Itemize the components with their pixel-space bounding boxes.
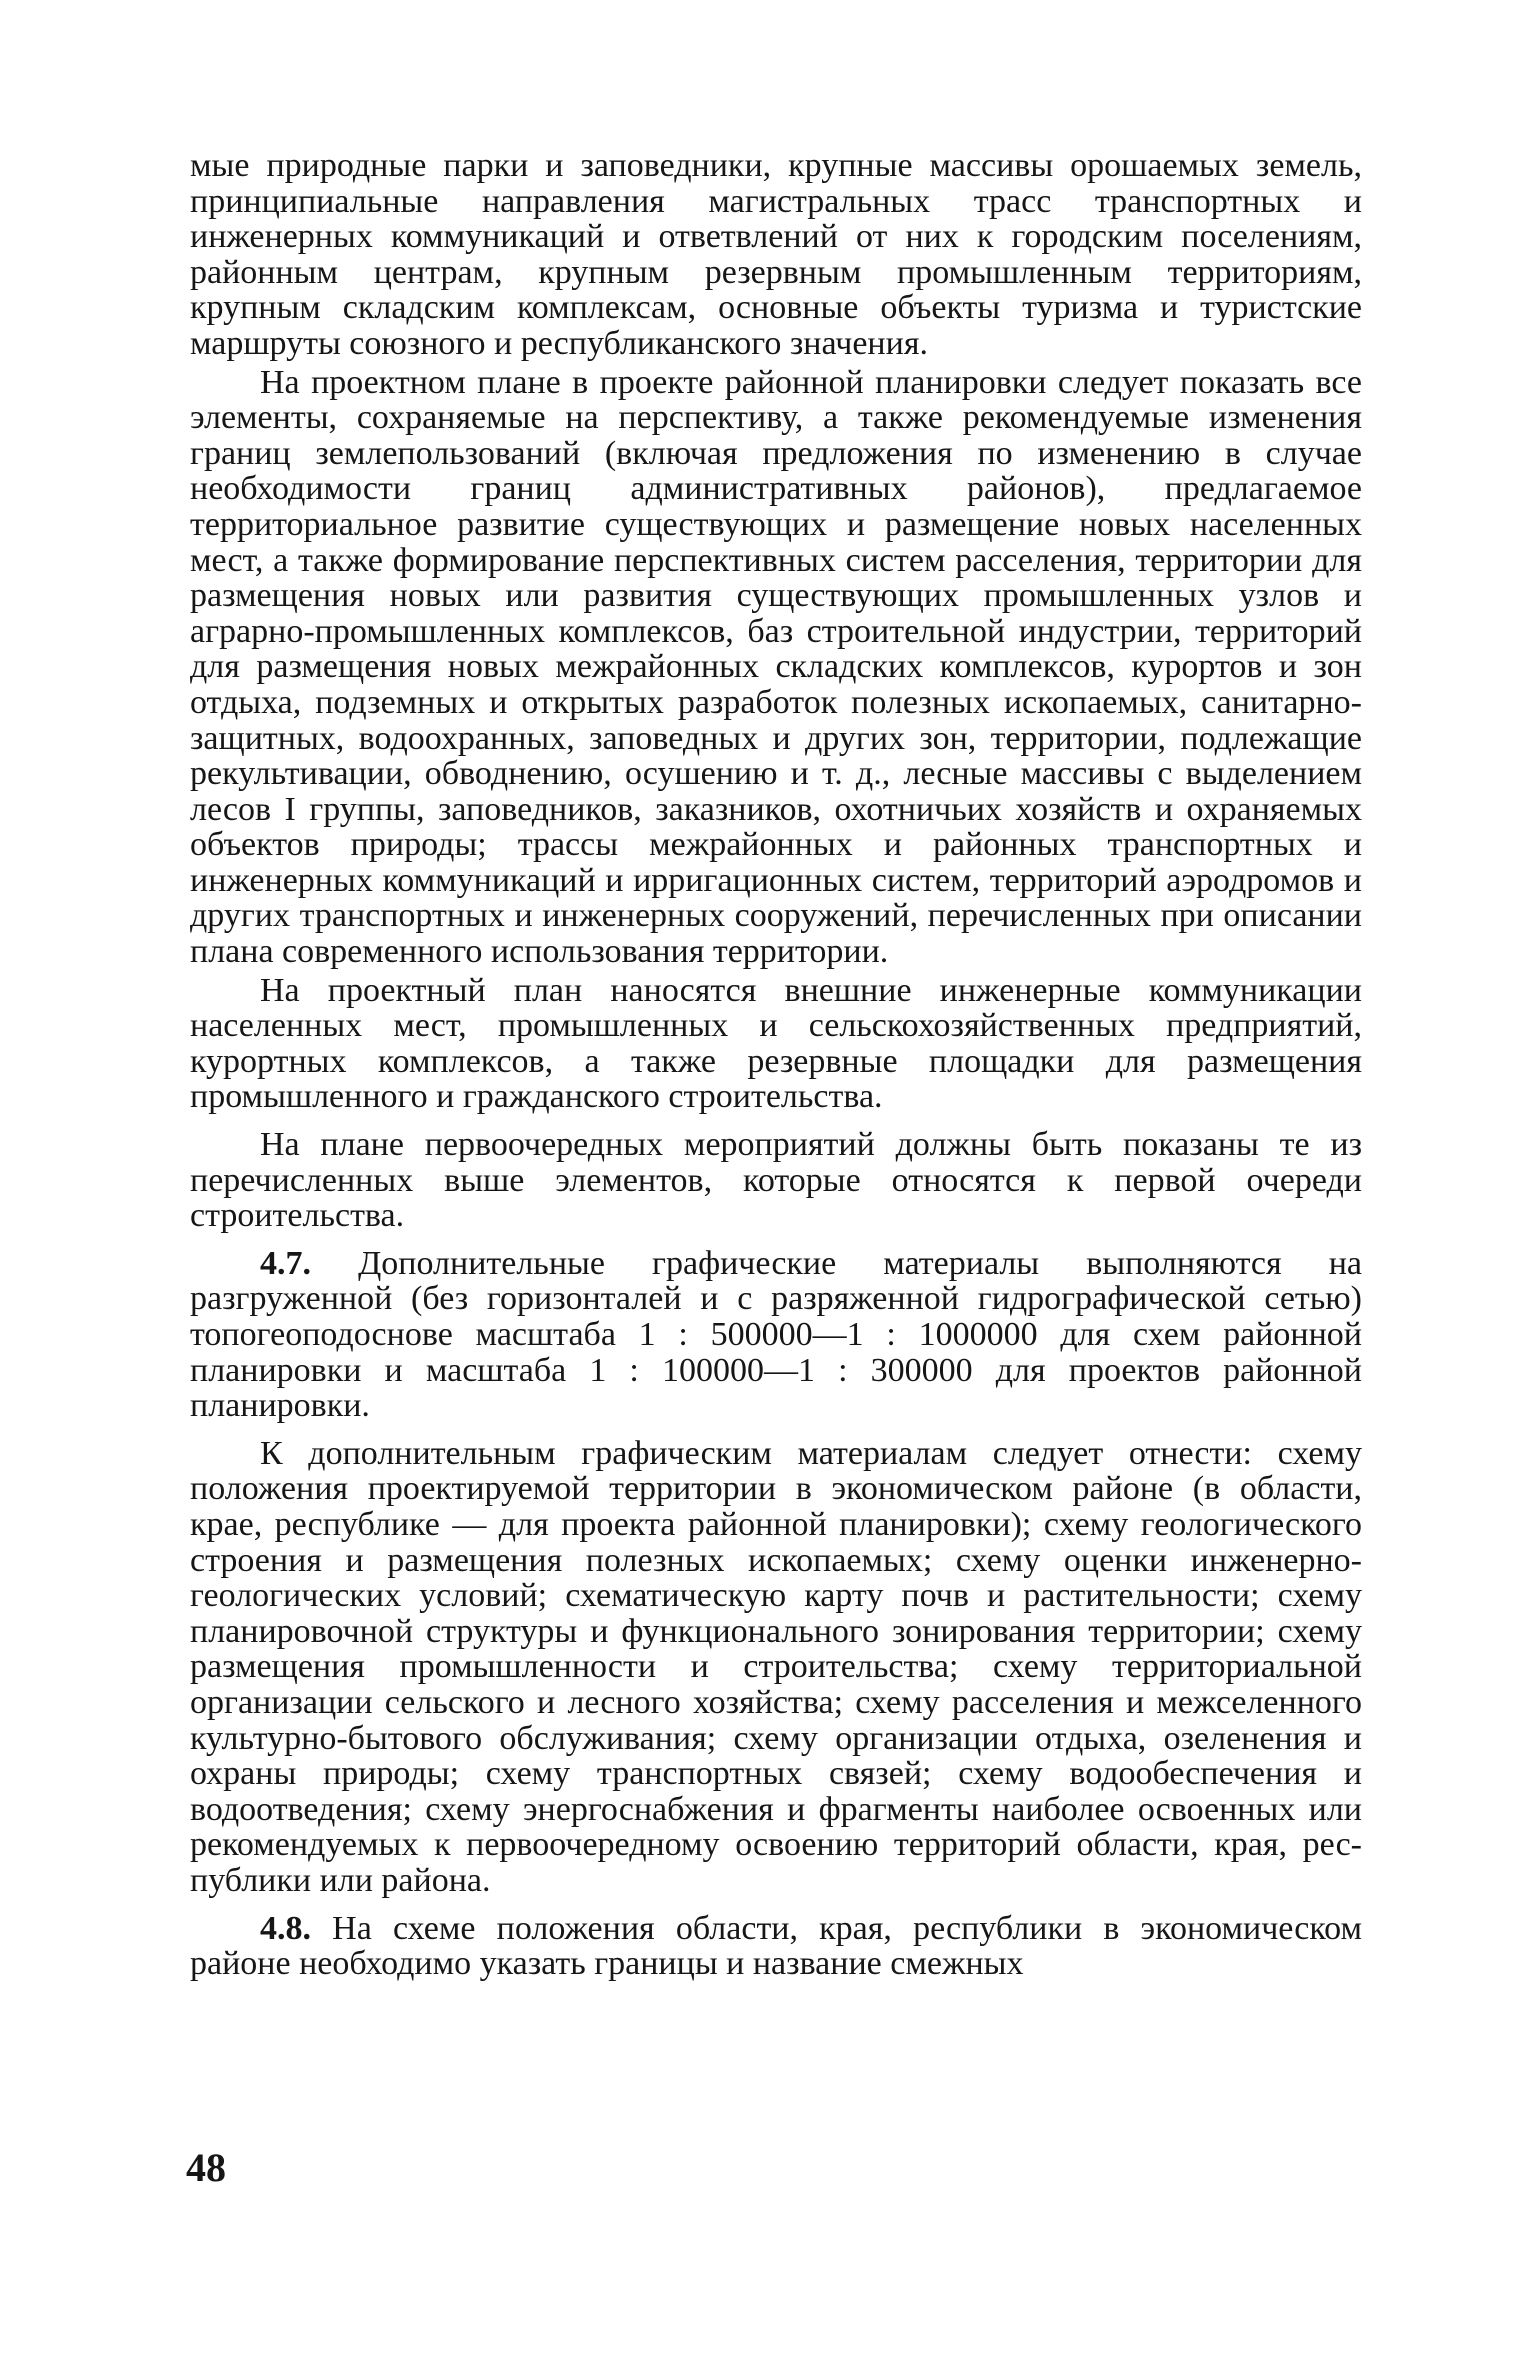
section-number: 4.7. [260,1244,311,1282]
page-number: 48 [186,2145,226,2190]
paragraph-2 [190,365,1362,970]
paragraph-2-text: На проектном плане в проекте районной планировки следует показать все элементы, сохраняемые на перспективу, а также рекомендуемые изменения границ землепользований (включая предложения по изменению в случае необходимости границ административных районов), предлагаемое территориальное развитие существующих и размещение новых населенных мест, а также формирование перспективных систем расселения, территории для размещения новых или развития существующих промышленных узлов и аграрно-промышленных комплексов, баз строительной индустрии, территорий для размещения новых межрайонных складских комплексов, курортов и зон отдыха, подземных и открытых разработок полезных ископаемых, санитарно-защитных, водоохранных, заповедных и других зон, территории, подлежащие рекультивации, обводнению, осушению и т. д., лесные массивы с выделением лесов I группы, заповедников, заказников, охотничьих хозяйств и охраняемых объектов природы; трассы межрайонных и районных транспортных и инженерных коммуникаций и ирригационных систем, территорий аэродромов и других транспортных и инженерных сооружений, перечисленных при описании плана современного использования территории. [190,363,1362,971]
paragraph-3-text: На проектный план наносятся внешние инженерные коммуникации населенных мест, промышленных и сельскохозяйственных предприятий, курортных комплексов, а также резервные площадки для размещения промышленного и гражданского строительства. [190,971,1362,1116]
section-4-7-text: Дополнительные графические материалы выполняются на разгруженной (без горизонталей и с разряженной гидрографической сетью) топогеоподоснове масштаба 1 : 500000—1 : 1000000 для схем районной планировки и масштаба 1 : 100000—1 : 300000 для проектов районной планировки. [190,1244,1362,1425]
paragraph-6-text: К дополнительным графическим материалам следует отнести: схему положения проектируемой территории в экономическом районе (в области, крае, республике — для проекта районной планировки); схему геологического строения и размещения полезных ископаемых; схему оценки инженерно-геологических условий; схематическую карту почв и растительности; схему планировочной структуры и функционального зонирования территории; схему размещения промышленности и строительства; схему территориальной организации сельского и лесного хозяйства; схему расселения и межселенного культурно-бытового обслуживания; схему организации отдыха, озеленения и охраны природы; схему транспортных связей; схему водообеспечения и водоотведения; схему энергоснабжения и фрагменты наиболее освоенных или рекомендуемых к первоочередному освоению территорий области, края, республики или района. [190,1434,1362,1899]
paragraph-1-text: мые природные парки и заповедники, крупные массивы орошаемых земель, принципиальные направления магистральных трасс транспортных и инженерных коммуникаций и ответвлений от них к городским поселениям, районным центрам, крупным резервным промышленным территориям, крупным складским комплексам, основные объекты туризма и туристские маршруты союзного и республиканского значения. [190,147,1362,362]
section-number: 4.8. [260,1909,311,1947]
paragraph-4-text: На плане первоочередных мероприятий должны быть показаны те из перечисленных выше элементов, которые относятся к первой очереди строительства. [190,1126,1362,1235]
paragraph-3 [190,973,1362,1115]
paragraph-4 [190,1127,1362,1234]
paragraph-6 [190,1436,1362,1899]
section-4-8 [190,1911,1362,1982]
paragraph-1 [190,148,1362,362]
body-text [190,148,1362,1982]
section-4-7 [190,1246,1362,1424]
section-4-8-text: На схеме положения области, края, республики в экономическом районе необходимо указать границы и название смежных [190,1909,1362,1983]
